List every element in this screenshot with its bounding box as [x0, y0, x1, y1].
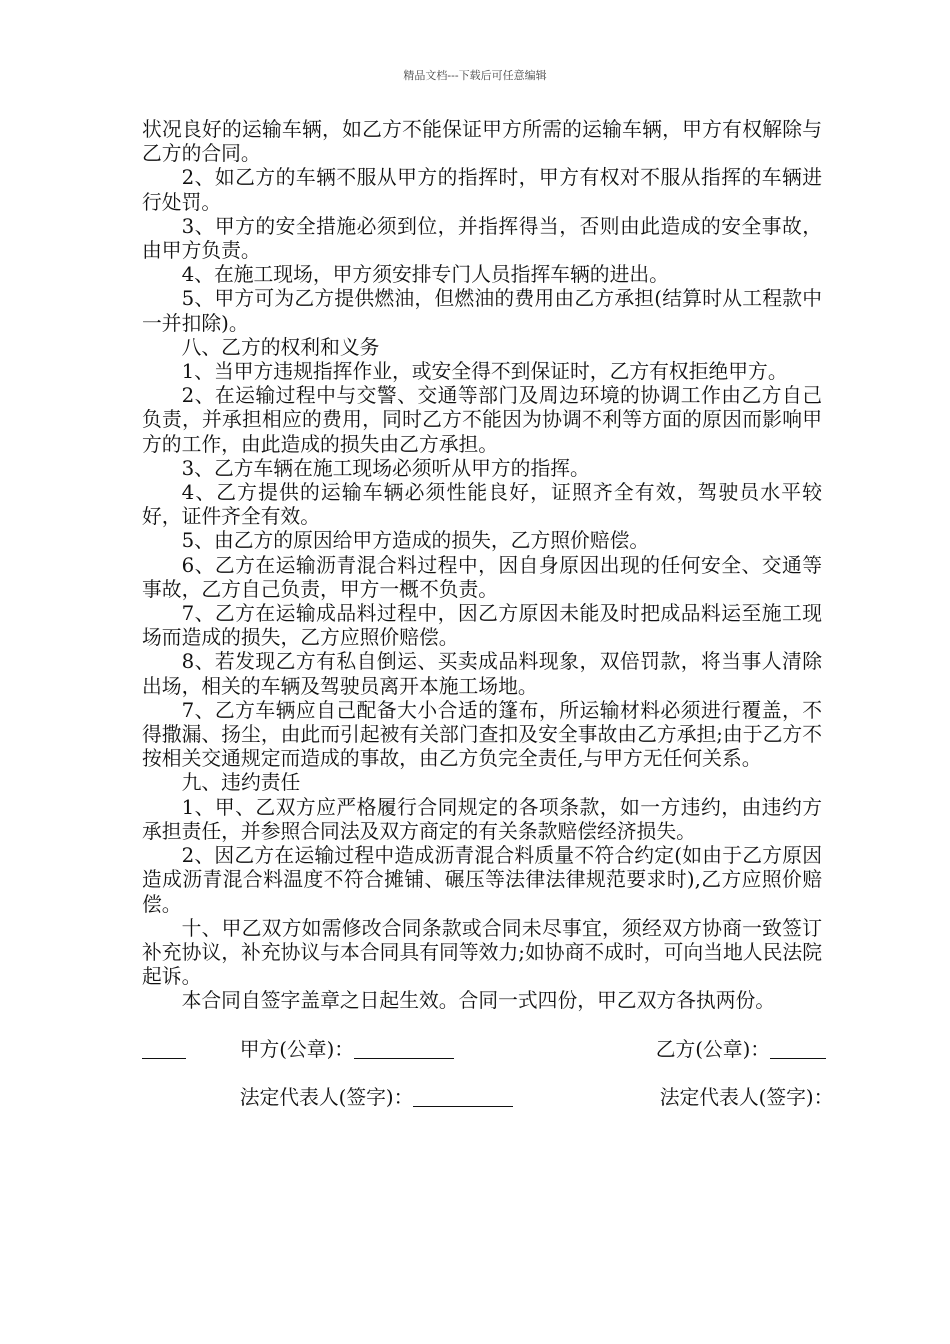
- contract-paragraph: 4、在施工现场，甲方须安排专门人员指挥车辆的进出。: [181, 263, 669, 287]
- contract-paragraph: 1、当甲方违规指挥作业，或安全得不到保证时，乙方有权拒绝甲方。: [181, 360, 788, 384]
- party-b-seal-blank-wrap: [142, 1040, 186, 1059]
- seal-signature-row: [142, 1014, 822, 1061]
- paragraph-list: [142, 118, 822, 1014]
- contract-paragraph: 十、甲乙双方如需修改合同条款或合同未尽事宜，须经双方协商一致签订补充协议，补充协议与本合同具有同等效力;如协商不成时，可向当地人民法院起诉。: [142, 916, 822, 989]
- contract-paragraph: 本合同自签字盖章之日起生效。合同一式四份，甲乙双方各执两份。: [181, 989, 776, 1013]
- contract-paragraph: 7、乙方车辆应自己配备大小合适的篷布，所运输材料必须进行覆盖，不得撒漏、扬尘，由此而引起被有关部门查扣及安全事故由乙方承担;由于乙方不按相关交通规定而造成的事故，由乙方负完全责任,与甲方无任何关系。: [142, 698, 822, 771]
- contract-paragraph: 八、乙方的权利和义务: [181, 335, 380, 359]
- contract-paragraph: 3、乙方车辆在施工现场必须听从甲方的指挥。: [181, 456, 590, 480]
- party-a-seal-label: 甲方(公章)：: [239, 1037, 355, 1061]
- party-a-rep-label: 法定代表人(签字)：: [239, 1085, 414, 1109]
- contract-paragraph: 7、乙方在运输成品料过程中，因乙方原因未能及时把成品料运至施工现场而造成的损失，乙方应照价赔偿。: [142, 602, 822, 650]
- party-b-rep-label: 法定代表人(签字)：: [659, 1085, 834, 1109]
- contract-paragraph: 4、乙方提供的运输车辆必须性能良好，证照齐全有效，驾驶员水平较好，证件齐全有效。: [142, 481, 822, 529]
- contract-paragraph: 2、如乙方的车辆不服从甲方的指挥时，甲方有权对不服从指挥的车辆进行处罚。: [142, 166, 822, 214]
- contract-paragraph: 8、若发现乙方有私自倒运、买卖成品料现象，双倍罚款，将当事人清除出场，相关的车辆及驾驶员离开本施工场地。: [142, 650, 822, 698]
- contract-paragraph: 5、甲方可为乙方提供燃油，但燃油的费用由乙方承担(结算时从工程款中一并扣除)。: [142, 287, 822, 335]
- contract-paragraph: 状况良好的运输车辆，如乙方不能保证甲方所需的运输车辆，甲方有权解除与乙方的合同。: [142, 118, 822, 166]
- contract-paragraph: 5、由乙方的原因给甲方造成的损失，乙方照价赔偿。: [181, 529, 650, 553]
- party-b-seal-blank-continued: [142, 1037, 822, 1062]
- contract-paragraph: 2、在运输过程中与交警、交通等部门及周边环境的协调工作由乙方自己负责，并承担相应的费用，同时乙方不能因为协调不利等方面的原因而影响甲方的工作，由此造成的损失由乙方承担。: [142, 384, 822, 456]
- contract-paragraph: 6、乙方在运输沥青混合料过程中，因自身原因出现的任何安全、交通等事故，乙方自己负责，甲方一概不负责。: [142, 553, 822, 601]
- party-b-seal-label: 乙方(公章)：: [655, 1037, 771, 1061]
- contract-body: [142, 118, 834, 1109]
- contract-paragraph: 3、甲方的安全措施必须到位，并指挥得当，否则由此造成的安全事故，由甲方负责。: [142, 214, 822, 263]
- page-header: 精品文档---下载后可任意编辑: [403, 69, 547, 82]
- representative-signature-row: [142, 1062, 834, 1109]
- contract-paragraph: 1、甲、乙双方应严格履行合同规定的各项条款，如一方违约，由违约方承担责任，并参照合同法及双方商定的有关条款赔偿经济损失。: [142, 795, 822, 843]
- contract-paragraph: 2、因乙方在运输过程中造成沥青混合料质量不符合约定(如由于乙方原因造成沥青混合料温度不符合摊铺、碾压等法律法律规范要求时),乙方应照价赔偿。: [142, 844, 822, 916]
- contract-paragraph: 九、违约责任: [181, 771, 301, 795]
- party-a-rep-blank: [413, 1088, 513, 1107]
